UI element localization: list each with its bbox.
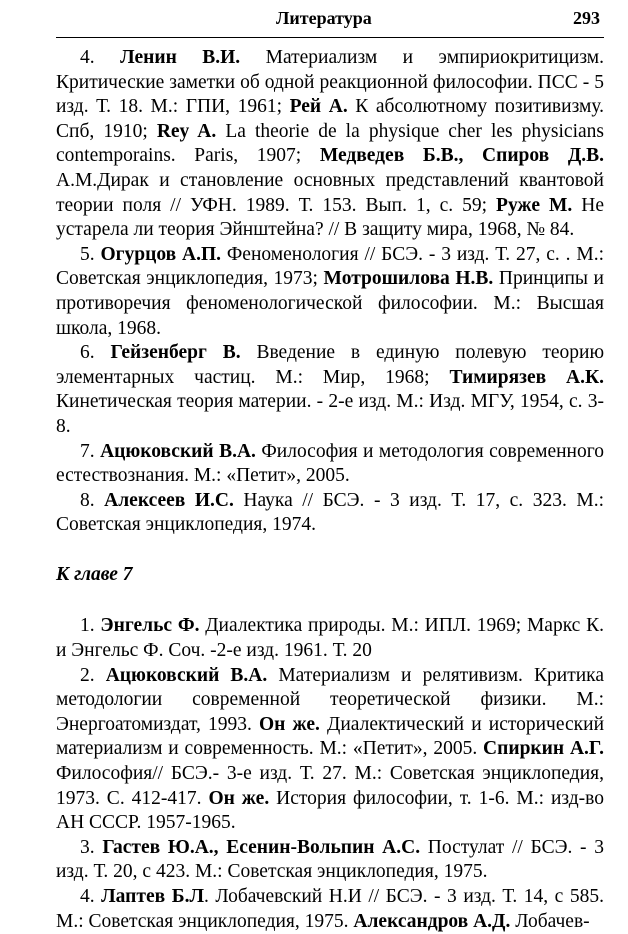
reference-text: 1. — [80, 615, 101, 637]
reference-author: Ацюковский В.А. — [100, 440, 256, 462]
reference-author: Он же. — [208, 787, 270, 809]
reference-text: Введение в единую полевую теорию элементарных частиц. М.: Мир, 1968; — [56, 342, 605, 388]
reference-author: Энгельс Ф. — [100, 615, 200, 637]
reference-text: Кинетическая теория материи. - 2-е изд. М.: Изд. МГУ, 1954, с. 3-8. — [56, 391, 604, 437]
reference-author: Ленин В.И. — [120, 47, 241, 68]
reference-author: Тимирязев А.К. — [449, 366, 604, 388]
reference-text: Философия и методология современного естествознания. М.: «Петит», 2005. — [56, 440, 604, 487]
reference-entry — [56, 46, 604, 243]
reference-entry — [56, 885, 604, 934]
reference-text: Не устарела ли теория Эйнштейна? // В защиту мира, 1968, № 84. — [56, 194, 604, 241]
header-rule — [56, 37, 604, 38]
running-header — [56, 8, 604, 32]
reference-text: 7. — [80, 440, 101, 462]
section-heading: К главе 7 — [56, 563, 133, 585]
page-number: 293 — [573, 8, 600, 28]
reference-text: Диалектика природы. М.: ИПЛ. 1969; Маркс К. и Энгельс Ф. Соч. -2-е изд. 1961. Т. 20 — [56, 615, 605, 662]
reference-text: 4. — [80, 47, 121, 68]
reference-text: Диалектический и исторический материализм и современность. М.: «Петит», 2005. — [56, 713, 605, 760]
reference-text: 8. — [80, 489, 105, 511]
reference-text: 2. — [80, 664, 106, 686]
reference-author: Мотрошилова Н.В. — [323, 268, 494, 290]
reference-text: История философии, т. 1-6. М.: изд-во АН СССР. 1957-1965. — [56, 787, 605, 834]
reference-author: Гастев Ю.А., Есенин-Вольпин А.С. — [102, 836, 421, 858]
reference-entry — [56, 614, 604, 663]
reference-text: А.М.Дирак и становление основных представлений квантовой теории поля // УФН. 1989. Т. 153. Вып. 1, с. 59; — [56, 169, 604, 216]
reference-entry — [56, 489, 604, 538]
reference-author: Он же. — [259, 713, 320, 735]
reference-author: Александров А.Д. — [353, 910, 511, 932]
reference-author: Спиркин А.Г. — [483, 738, 604, 760]
reference-list-after — [56, 614, 604, 934]
reference-text: 4. — [80, 886, 102, 907]
reference-text: . Лобачевский Н.И // БСЭ. - 3 изд. Т. 14, с 585. М.: Советская энциклопедия, 1975. — [56, 886, 604, 932]
reference-text: Принципы и противоречия феноменологической философии. М.: Высшая школа, 1968. — [56, 268, 604, 339]
reference-text: 3. — [80, 836, 103, 858]
reference-entry — [56, 836, 604, 885]
reference-text: 5. — [80, 243, 101, 265]
reference-text: Лобачев- — [510, 910, 590, 932]
reference-entry — [56, 664, 604, 836]
reference-text: 6. — [80, 342, 111, 364]
reference-text: Наука // БСЭ. - 3 изд. Т. 17, с. 323. М.: Советская энциклопедия, 1974. — [56, 489, 604, 536]
reference-entry — [56, 243, 604, 341]
reference-entry — [56, 341, 604, 439]
reference-text: Материализм и релятивизм. Критика методологии современной теоретической физики. М.: Энергоатомиздат, 1993. — [56, 664, 604, 735]
reference-author: Алексеев И.С. — [104, 489, 234, 511]
reference-text: Философия// БСЭ.- 3-е изд. Т. 27. М.: Советская энциклопедия, 1973. С. 412-417. — [56, 763, 604, 809]
reference-author: Медведев Б.В., Спиров Д.В. — [319, 145, 604, 167]
reference-author: Ацюковский В.А. — [105, 664, 268, 686]
reference-author: Лаптев Б.Л — [101, 886, 204, 907]
page-body — [56, 46, 604, 934]
reference-text: К абсолютному позитивизму. Спб, 1910; — [56, 96, 605, 142]
reference-text: Материализм и эмпириокритицизм. Критические заметки об одной реакционной философии. ПСС - 5 изд. Т. 18. М.: ГПИ, 1961; — [56, 47, 605, 118]
reference-author: Рей А. — [289, 96, 348, 118]
header-title: Литература — [276, 8, 372, 28]
reference-author: Огурцов А.П. — [100, 243, 222, 265]
reference-author: Руже М. — [496, 194, 573, 216]
reference-list-before — [56, 46, 604, 538]
reference-text: La theorie de la physique cher les physicians contemporains. Paris, 1907; — [56, 120, 605, 167]
reference-author: Rey A. — [156, 120, 217, 142]
reference-text: Постулат // БСЭ. - 3 изд. Т. 20, с 423. М.: Советская энциклопедия, 1975. — [56, 836, 604, 883]
reference-author: Гейзенберг В. — [110, 342, 241, 364]
reference-text: Феноменология // БСЭ. - 3 изд. Т. 27, с. . М.: Советская энциклопедия, 1973; — [56, 243, 604, 290]
reference-entry — [56, 440, 604, 489]
